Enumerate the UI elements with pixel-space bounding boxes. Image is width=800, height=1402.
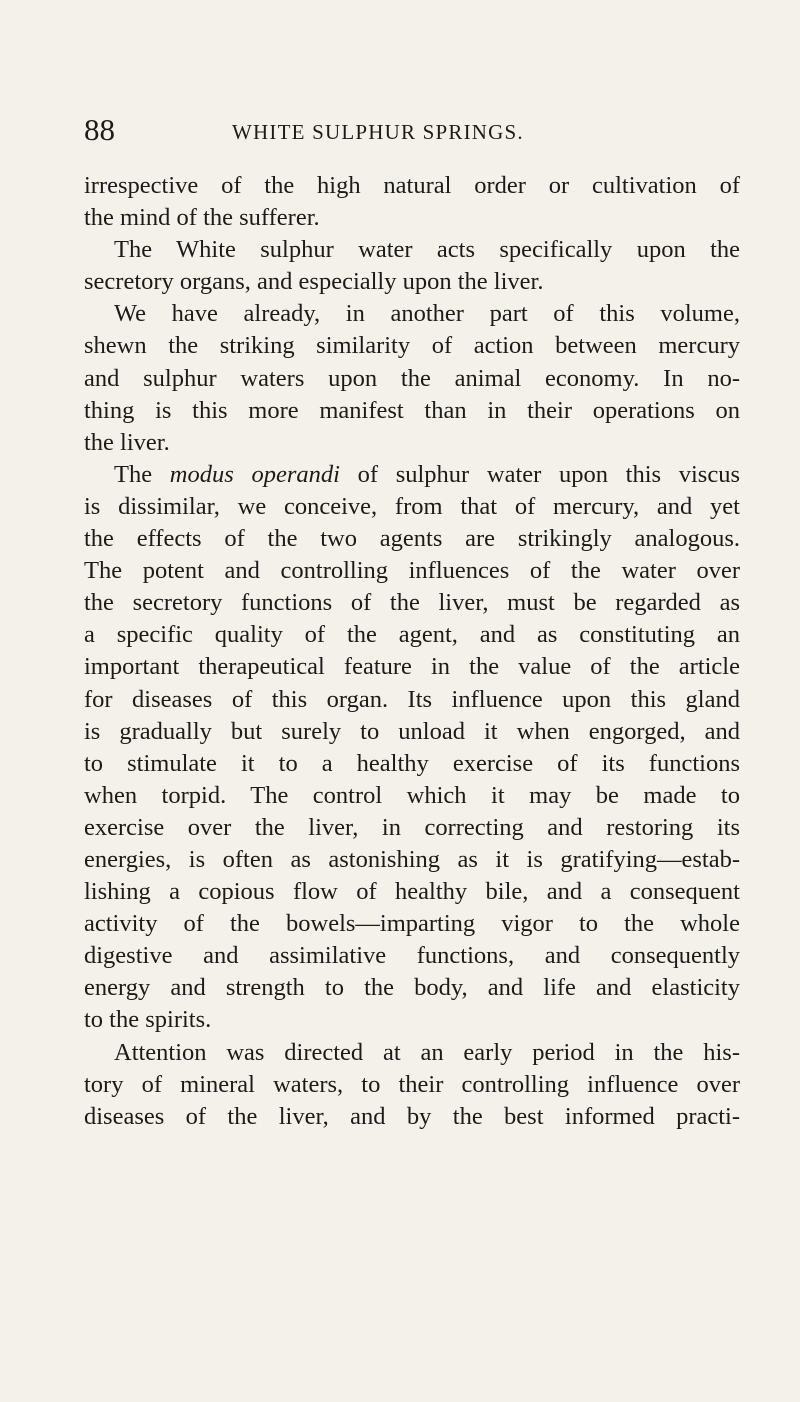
- text-line: activity of the bowels—imparting vigor to the whole: [84, 910, 740, 938]
- text-line: The potent and controlling influences of the water over: [84, 557, 740, 585]
- text-line: to stimulate it to a healthy exercise of its functions: [84, 749, 740, 777]
- text-line: shewn the striking similarity of action between mercury: [84, 332, 740, 360]
- text-line: energy and strength to the body, and life and elasticity: [84, 974, 740, 1002]
- text-segment: of sulphur water upon this viscus: [339, 460, 740, 488]
- text-line: for diseases of this organ. Its influence upon this gland: [84, 685, 740, 713]
- text-line: thing is this more manifest than in their operations on: [84, 396, 740, 424]
- text-line: the effects of the two agents are strikingly analogous.: [84, 525, 740, 553]
- text-line: the liver.: [84, 428, 170, 456]
- text-line: important therapeutical feature in the value of the article: [84, 653, 740, 681]
- text-line: to the spirits.: [84, 1006, 212, 1034]
- text-line: tory of mineral waters, to their controlling influence over: [84, 1070, 740, 1098]
- text-line: [84, 459, 740, 491]
- body-text: [84, 170, 740, 1133]
- italic-phrase: modus operandi: [169, 460, 340, 488]
- text-line: a specific quality of the agent, and as constituting an: [84, 621, 740, 649]
- text-line: the secretory functions of the liver, must be regarded as: [84, 589, 740, 617]
- text-line: energies, is often as astonishing as it is gratifying—estab-: [84, 845, 740, 873]
- text-line: We have already, in another part of this volume,: [114, 300, 740, 328]
- text-line: the mind of the sufferer.: [84, 204, 320, 232]
- text-line: lishing a copious flow of healthy bile, and a consequent: [84, 878, 740, 906]
- text-line: The White sulphur water acts specifically upon the: [114, 236, 740, 264]
- text-line: and sulphur waters upon the animal economy. In no-: [84, 364, 740, 392]
- running-head: WHITE SULPHUR SPRINGS.: [232, 120, 524, 144]
- text-line: when torpid. The control which it may be made to: [84, 781, 740, 809]
- text-line: is dissimilar, we conceive, from that of mercury, and yet: [84, 492, 740, 520]
- text-line: digestive and assimilative functions, and consequently: [84, 942, 740, 970]
- text-line: is gradually but surely to unload it when engorged, and: [84, 717, 740, 745]
- page-number: 88: [84, 112, 115, 147]
- text-line: irrespective of the high natural order or cultivation of: [84, 172, 740, 199]
- page-header: [84, 112, 744, 152]
- text-line: Attention was directed at an early period in the his-: [114, 1038, 740, 1066]
- text-line: diseases of the liver, and by the best informed practi-: [84, 1102, 740, 1130]
- text-line: exercise over the liver, in correcting and restoring its: [84, 813, 740, 841]
- text-line: secretory organs, and especially upon the liver.: [84, 268, 544, 296]
- text-segment: The: [114, 460, 170, 488]
